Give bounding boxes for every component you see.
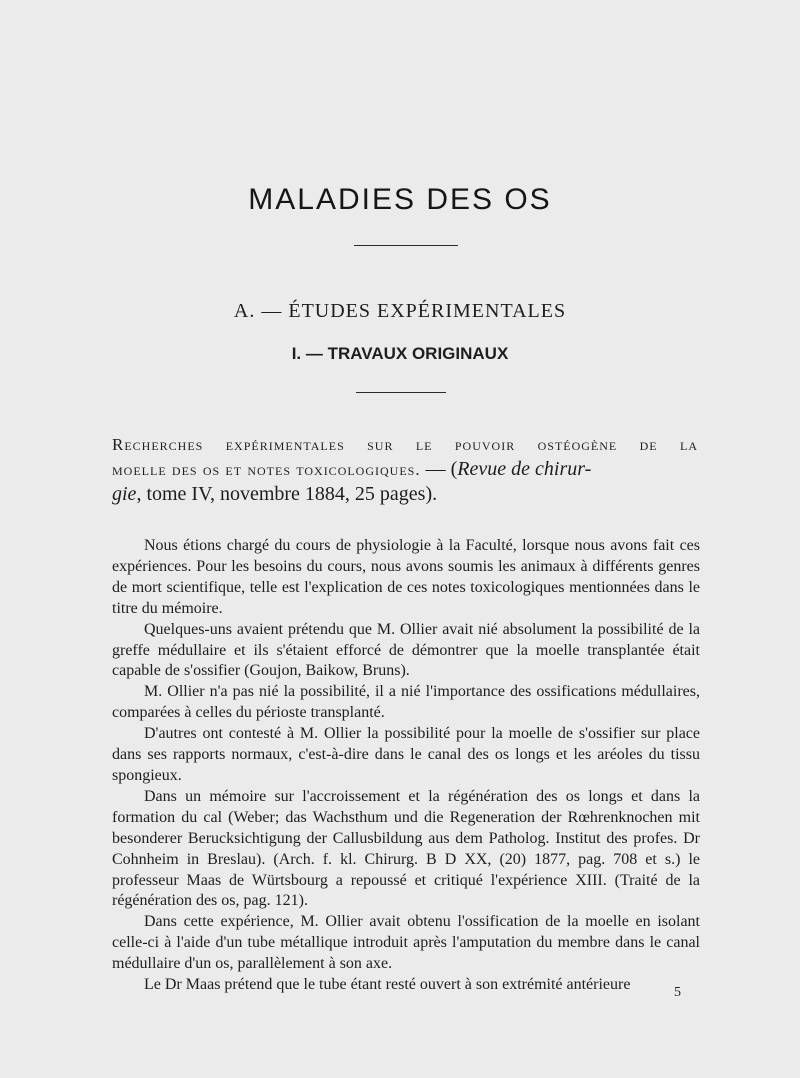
subsection-title: I. — TRAVAUX ORIGINAUX <box>291 344 509 363</box>
subsection-divider <box>356 392 446 393</box>
paragraph: Dans un mémoire sur l'accroissement et la régénération des os longs et dans la formation du cal (Weber; das Wachsthum und die Regeneration der Rœhrenknochen mit besonderer Berucksichtigung der Callusbildung aus dem Patholog. Institut des profes. Dr Cohnheim in Breslau). (Arch. f. kl. Chirurg. B D XX, (20) 1877, pag. 708 et s.) le professeur Maas de Würtsbourg a repoussé et critiqué l'expérience XIII. (Traité de la régénération des os, pag. 121). <box>112 787 700 910</box>
chapter-title: MALADIES DES OS <box>248 183 552 216</box>
paragraph: Quelques-uns avaient prétendu que M. Ollier avait nié absolument la possibilité de la greffe médullaire et ils s'étaient efforcé de démontrer que la moelle transplantée était capable de s'ossifier (Goujon, Baikow, Bruns). <box>112 620 700 680</box>
title-divider <box>354 245 458 246</box>
paragraph: D'autres ont contesté à M. Ollier la possibilité pour la moelle de s'ossifier sur place dans ses rapports normaux, c'est-à-dire dans le canal des os longs et les aréoles du tissu spongieux. <box>112 725 700 784</box>
entry-separator: — ( <box>420 458 458 480</box>
journal-name-part1: Revue de chirur- <box>457 458 592 480</box>
paragraph: Nous étions chargé du cours de physiologie à la Faculté, lorsque nous avons fait ces expériences. Pour les besoins du cours, nous avons soumis les animaux à différents genres de mort scientifique, telle est l'explication de ces notes toxicologiques mentionnées dans le titre du mémoire. <box>112 537 700 617</box>
paragraph: M. Ollier n'a pas nié la possibilité, il a nié l'importance des ossifications médullaires, comparées à celles du périoste transplanté. <box>112 683 700 722</box>
entry-details: , tome IV, novembre 1884, 25 pages). <box>136 483 438 505</box>
entry-title-line1: Recherches expérimentales sur le pouvoir ostéogène de la <box>112 435 698 454</box>
body-text <box>112 536 700 996</box>
bibliographic-entry <box>112 433 698 506</box>
page-number: 5 <box>674 985 681 1000</box>
paragraph: Dans cette expérience, M. Ollier avait obtenu l'ossification de la moelle en isolant celle-ci à l'aide d'un tube métallique introduit après l'amputation du membre dans le canal médullaire d'un os, parallèlement à son axe. <box>112 913 700 973</box>
section-title: A. — ÉTUDES EXPÉRIMENTALES <box>233 300 567 322</box>
paragraph: Le Dr Maas prétend que le tube étant resté ouvert à son extrémité antérieure <box>144 976 631 994</box>
journal-name-part2: gie <box>112 483 137 505</box>
entry-title-line2: moelle des os et notes toxicologiques. <box>112 460 421 479</box>
